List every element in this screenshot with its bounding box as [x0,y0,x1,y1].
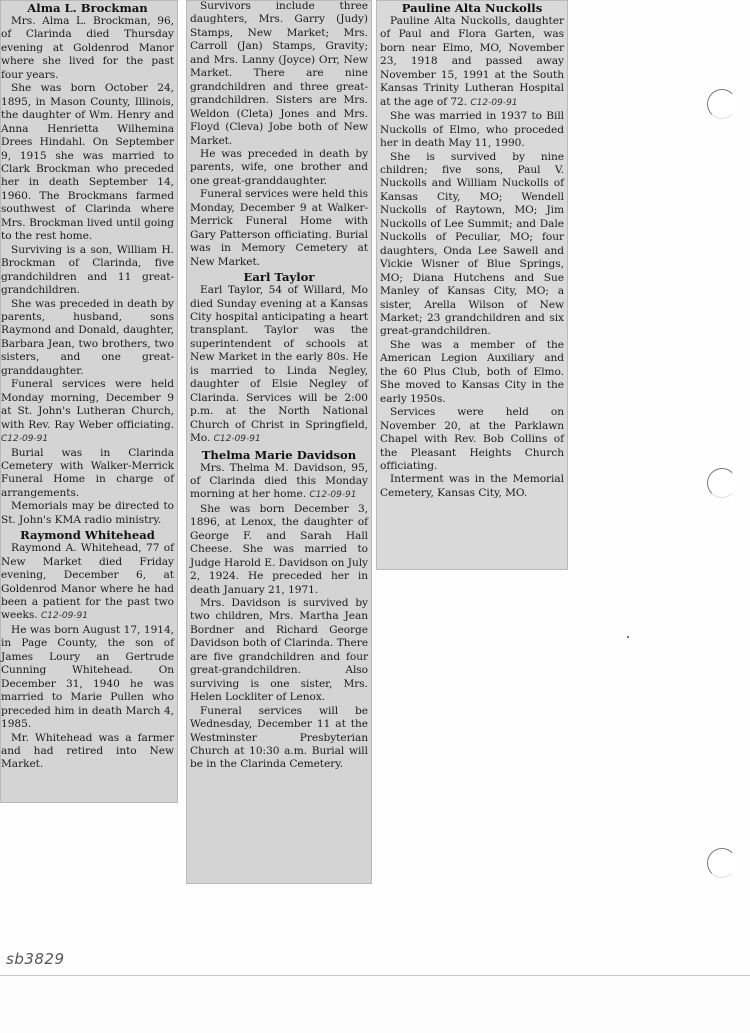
handwritten-date-note: C12-09-91 [309,490,357,501]
handwritten-date-note: C12-09-91 [470,97,518,108]
binder-hole-top [707,89,737,119]
obituary-paragraph: She was born October 24, 1895, in Mason County, Illinois, the daughter of Wm. Henry and Anna Henrietta Wilhemina Drees Hindahl. On September 9, 1915 she was married to Clark Brockman who preceded her in death September 14, 1960. The Brockmans farmed southwest of Clarinda where Mrs. Brockman lived until going to the rest home. [1,82,174,243]
obituary-paragraph: She was married in 1937 to Bill Nuckolls of Elmo, who proceded her in death May 11, 1990. [380,110,564,150]
handwritten-date-note: C12-09-91 [40,611,88,622]
obituary-paragraph: Funeral services will be Wednesday, December 11 at the Westminster Presbyterian Church at 10:30 a.m. Burial will be in the Clarinda Cemetery. [190,704,368,771]
obituary-paragraph: She was born December 3, 1896, at Lenox, the daughter of George F. and Sarah Hall Cheese. She was married to Judge Harold E. Davidson on July 2, 1924. He preceded her in death January 21, 1971. [190,502,368,596]
obituary-paragraph: She was a member of the American Legion Auxiliary and the 60 Plus Club, both of Elmo. She moved to Kansas City in the early 1950s. [380,338,564,405]
obituary-paragraph [190,284,368,446]
obituary-paragraph [190,462,368,503]
obituary-paragraph: Mrs. Davidson is survived by two children, Mrs. Martha Jean Bordner and Richard George Davidson both of Clarinda. There are five grandchildren and four great-grandchildren. Also surviving is one sister, Mrs. Helen Lockliter of Lenox. [190,597,368,704]
binder-hole-middle [707,468,737,498]
obituary-paragraph: Mrs. Alma L. Brockman, 96, of Clarinda died Thursday evening at Goldenrod Manor where she lived for the past four years. [1,15,174,81]
obituary-paragraph: He was preceded in death by parents, wife, one brother and one great-granddaughter. [190,147,368,187]
obituary-title-taylor: Earl Taylor [243,270,315,285]
catalog-mark: sb3829 [6,950,65,968]
handwritten-date-note: C12-09-91 [1,434,49,445]
obituary-paragraph [1,378,174,446]
obituary-paragraph [1,542,174,624]
obituary-paragraph: Survivors include three daughters, Mrs. Garry (Judy) Stamps, New Market; Mrs. Carroll (Jan) Stamps, Gravity; and Mrs. Lanny (Joyce) Orr, New Market. There are nine grandchildren and three great-grandchildren. Sisters are Mrs. Weldon (Cleta) Jones and Mrs. Floyd (Cleva) Jobe both of New Market. [190,0,368,147]
obituary-paragraph: Interment was in the Memorial Cemetery, Kansas City, MO. [380,473,564,499]
clipping-column-1 [0,0,178,803]
paragraph-text: Earl Taylor, 54 of Willard, Mo died Sunday evening at a Kansas City hospital anticipating a heart transplant. Taylor was the superintendent of schools at New Market in the early 80s. He is married to Linda Negley, daughter of Elsie Negley of Clarinda. Services will be 2:00 p.m. at the North National Church of Christ in Springfield, Mo. [190,284,368,445]
obituary-title-whitehead: Raymond Whitehead [20,528,155,543]
obituary-title-davidson: Thelma Marie Davidson [201,447,357,462]
paragraph-text: Raymond A. Whitehead, 77 of New Market died Friday evening, December 6, at Goldenrod Manor where he had been a patient for the past two weeks. [1,542,174,622]
obituary-title-brockman: Alma L. Brockman [27,1,148,15]
handwritten-date-note: C12-09-91 [213,434,261,445]
obituary-paragraph: She was preceded in death by parents, husband, sons Raymond and Donald, daughter, Barbara Jean, two brothers, two sisters, and one great-granddaughter. [1,297,174,377]
obituary-paragraph: Memorials may be directed to St. John's KMA radio ministry. [1,500,174,526]
obituary-paragraph [380,15,564,110]
obituary-paragraph: Surviving is a son, William H. Brockman of Clarinda, five grandchildren and 11 great-grandchildren. [1,243,174,297]
obituary-paragraph: Funeral services were held this Monday, December 9 at Walker-Merrick Funeral Home with Gary Patterson officiating. Burial was in Memory Cemetery at New Market. [190,188,368,268]
obituary-paragraph: She is survived by nine children; five sons, Paul V. Nuckolls and William Nuckolls of Kansas City, MO; Wendell Nuckolls of Raytown, MO; Jim Nuckolls of Lee Summit; and Dale Nuckolls of Peculiar, MO; four daughters, Onda Lee Sawell and Vickie Wisner of Blue Springs, MO; Diana Hutchens and Sue Manley of Kansas City, MO; a sister, Arella Wilson of New Market; 23 grandchildren and six great-grandchildren. [380,150,564,338]
clipping-column-3 [376,0,568,570]
paragraph-text: Funeral services were held Monday morning, December 9 at St. John's Lutheran Church, with Rev. Ray Weber officiating. [1,378,174,431]
binder-hole-bottom [707,848,737,878]
paragraph-text: Mrs. Thelma M. Davidson, 95, of Clarinda died this Monday morning at her home. [190,461,368,501]
paper-speck [627,636,629,638]
obituary-paragraph: Burial was in Clarinda Cemetery with Walker-Merrick Funeral Home in charge of arrangements. [1,446,174,499]
obituary-paragraph: Services were held on November 20, at the Parklawn Chapel with Rev. Bob Collins of the Pleasant Heights Church officiating. [380,406,564,472]
obituary-paragraph: Mr. Whitehead was a farmer and had retired into New Market. [1,731,174,771]
obituary-paragraph: He was born August 17, 1914, in Page County, the son of James Loury an Gertrude Cunning Whitehead. On December 31, 1940 he was married to Marie Pullen who preceded him in death March 4, 1985. [1,623,174,731]
clipping-column-2 [186,0,372,884]
paragraph-text: Pauline Alta Nuckolls, daughter of Paul and Flora Garten, was born near Elmo, MO, November 23, 1918 and passed away November 15, 1991 at the South Kansas Trinity Lutheran Hospital at the age of 72. [380,15,564,108]
obituary-title-nuckolls: Pauline Alta Nuckolls [401,1,543,15]
